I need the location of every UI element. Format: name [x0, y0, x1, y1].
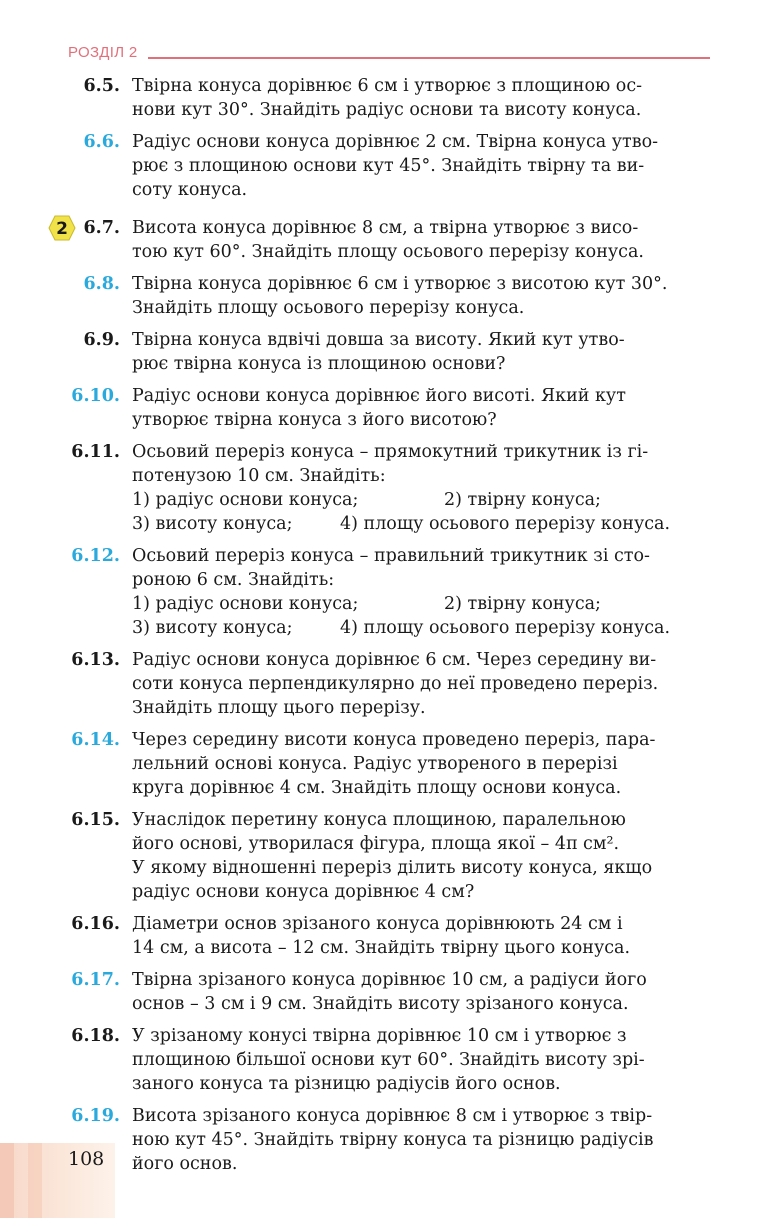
text-line: Через середину висоти конуса проведено переріз, пара-: [132, 730, 656, 750]
text-line: Твірна конуса дорівнює 6 см і утворює з площиною ос-: [132, 76, 643, 96]
problem-number: 6.15.: [71, 810, 120, 830]
text-line: соти конуса перпендикулярно до неї проведено переріз.: [132, 674, 659, 694]
text-line: Знайдіть площу цього перерізу.: [132, 698, 426, 718]
text-line: радіус основи конуса дорівнює 4 см?: [132, 882, 475, 902]
text-line: Знайдіть площу осьового перерізу конуса.: [132, 298, 525, 318]
text-line: У якому відношенні переріз ділить висоту конуса, якщо: [132, 858, 653, 878]
problem-6-6: [66, 130, 710, 202]
level-number: 2: [56, 219, 68, 239]
problem-text: [132, 648, 710, 720]
text-line: Унаслідок перетину конуса площиною, паралельною: [132, 810, 626, 830]
problem-text: [132, 130, 710, 202]
text-line: заного конуса та різницю радіусів його основ.: [132, 1074, 561, 1094]
problem-number: 6.13.: [71, 650, 120, 670]
sub-item: 2) твірну конуса;: [444, 594, 601, 614]
text-line: 14 см, а висота – 12 см. Знайдіть твірну цього конуса.: [132, 938, 631, 958]
problem-6-19: [66, 1104, 710, 1176]
text-line: соту конуса.: [132, 180, 248, 200]
problem-text: [132, 968, 710, 1016]
problem-number: 6.9.: [83, 330, 120, 350]
text-line: рює з площиною основи кут 45°. Знайдіть твірну та ви-: [132, 156, 645, 176]
sub-item: 4) площу осьового перерізу конуса.: [340, 514, 671, 534]
problem-list: [56, 74, 710, 1184]
text-line: Твірна конуса дорівнює 6 см і утворює з висотою кут 30°.: [132, 274, 668, 294]
problem-number: 6.10.: [71, 386, 120, 406]
problem-text: [132, 216, 710, 264]
text-line: Висота зрізаного конуса дорівнює 8 см і утворює з твір-: [132, 1106, 653, 1126]
problem-number: 6.16.: [71, 914, 120, 934]
problem-6-18: [66, 1024, 710, 1096]
text-line: Осьовий переріз конуса – правильний трикутник зі сто-: [132, 546, 650, 566]
problem-text: [132, 1104, 710, 1176]
text-line: роною 6 см. Знайдіть:: [132, 570, 335, 590]
problem-6-11: [66, 440, 710, 536]
problem-number: 6.18.: [71, 1026, 120, 1046]
problem-number-text: 6.7.: [83, 218, 120, 238]
problem-number: 6.11.: [71, 442, 120, 462]
problem-6-9: [66, 328, 710, 376]
sub-item: 4) площу осьового перерізу конуса.: [340, 618, 671, 638]
footer-stripe: [28, 1143, 42, 1218]
problem-text: [132, 728, 710, 800]
text-line: тою кут 60°. Знайдіть площу осьового перерізу конуса.: [132, 242, 644, 262]
problem-text: [132, 808, 710, 904]
text-line: У зрізаному конусі твірна дорівнює 10 см і утворює з: [132, 1026, 627, 1046]
sub-items-row: [132, 488, 710, 512]
problem-text: [132, 1024, 710, 1096]
text-line: ною кут 45°. Знайдіть твірну конуса та різницю радіусів: [132, 1130, 654, 1150]
problem-number: [56, 216, 120, 240]
problem-text: [132, 384, 710, 432]
problem-number: 6.8.: [83, 274, 120, 294]
problem-text: [132, 544, 710, 592]
text-line: потенузою 10 см. Знайдіть:: [132, 466, 386, 486]
text-line: його основ.: [132, 1154, 238, 1174]
problem-text: [132, 272, 710, 320]
problem-number: 6.19.: [71, 1106, 120, 1126]
text-line: Радіус основи конуса дорівнює 6 см. Через середину ви-: [132, 650, 657, 670]
sub-items-row: [132, 592, 710, 616]
sub-item: 1) радіус основи конуса;: [132, 490, 359, 510]
problem-6-8: [66, 272, 710, 320]
text-line: нови кут 30°. Знайдіть радіус основи та висоту конуса.: [132, 100, 642, 120]
problem-6-13: [66, 648, 710, 720]
text-line: Радіус основи конуса дорівнює 2 см. Твірна конуса утво-: [132, 132, 659, 152]
text-line: Радіус основи конуса дорівнює його висоті. Який кут: [132, 386, 626, 406]
problem-6-10: [66, 384, 710, 432]
sub-item: 2) твірну конуса;: [444, 490, 601, 510]
problem-text: [132, 912, 710, 960]
problem-6-12: [66, 544, 710, 640]
problem-text: [132, 328, 710, 376]
text-line: лельний основі конуса. Радіус утвореного в перерізі: [132, 754, 618, 774]
text-line: круга дорівнює 4 см. Знайдіть площу основи конуса.: [132, 778, 622, 798]
problem-text: [132, 440, 710, 488]
problem-6-7: [56, 216, 710, 264]
text-line: Твірна зрізаного конуса дорівнює 10 см, а радіуси його: [132, 970, 647, 990]
text-line: утворює твірна конуса з його висотою?: [132, 410, 497, 430]
sub-items-row: [132, 616, 710, 640]
problem-6-5: [66, 74, 710, 122]
section-label: РОЗДІЛ 2: [68, 44, 138, 61]
text-line: рює твірна конуса із площиною основи?: [132, 354, 506, 374]
section-header: [68, 44, 710, 66]
difficulty-level-icon: [48, 214, 76, 242]
problem-number: 6.17.: [71, 970, 120, 990]
sub-items-row: [132, 512, 710, 536]
text-line: площиною більшої основи кут 60°. Знайдіть висоту зрі-: [132, 1050, 645, 1070]
header-rule: [148, 57, 710, 59]
sub-item: 3) висоту конуса;: [132, 618, 293, 638]
text-line: основ – 3 см і 9 см. Знайдіть висоту зрізаного конуса.: [132, 994, 629, 1014]
problem-6-16: [66, 912, 710, 960]
text-line: Висота конуса дорівнює 8 см, а твірна утворює з висо-: [132, 218, 639, 238]
problem-number: 6.14.: [71, 730, 120, 750]
problem-number: 6.5.: [83, 76, 120, 96]
problem-6-17: [66, 968, 710, 1016]
footer-stripe: [0, 1143, 14, 1218]
sub-item: 1) радіус основи конуса;: [132, 594, 359, 614]
problem-number: 6.12.: [71, 546, 120, 566]
problem-text: [132, 74, 710, 122]
text-line: Твірна конуса вдвічі довша за висоту. Який кут утво-: [132, 330, 625, 350]
text-line: його основі, утворилася фігура, площа якої – 4π см².: [132, 834, 620, 854]
problem-6-15: [66, 808, 710, 904]
text-line: Діаметри основ зрізаного конуса дорівнюють 24 см і: [132, 914, 623, 934]
sub-item: 3) висоту конуса;: [132, 514, 293, 534]
text-line: Осьовий переріз конуса – прямокутний трикутник із гі-: [132, 442, 649, 462]
problem-6-14: [66, 728, 710, 800]
problem-number: 6.6.: [83, 132, 120, 152]
page-number: 108: [68, 1148, 105, 1170]
